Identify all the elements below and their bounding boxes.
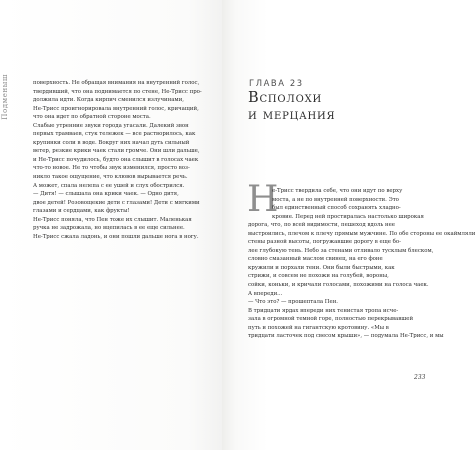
text-line: должила идти. Когда кирпич сменился излучинами, [33, 97, 184, 104]
text-line: был единственный способ сохранять хладно- [272, 205, 401, 212]
chapter-title-line: Всполохи [248, 90, 323, 106]
text-line: словно смазанный маслом свинец, на его фоне [248, 256, 383, 263]
chapter-number: ГЛАВА 23 [249, 78, 304, 88]
text-line: ветер, резкие крики чаек стали громче. Они шли дальше, [33, 148, 200, 155]
chapter-title-line: и мерцания [248, 107, 336, 123]
text-line: ручка не задрожала, но вцепилась в ее еще сильнее. [33, 225, 185, 232]
text-line: стрижи, и совсем не похожи на голубей, вороны, [248, 273, 389, 280]
text-line: Не-Трисс поняла, что Пен тоже их слышит. Маленькая [33, 216, 192, 223]
text-line: путь и похожей на гигантскую кротовину. «Мы в [248, 324, 389, 331]
text-line: глазами и сердцами, как фрукты! [33, 208, 130, 215]
text-line: лее глубокую тень. Небо за стенами отливало тусклым блеском, [248, 247, 434, 254]
left-page [0, 0, 222, 450]
text-line: кружили и порхали тени. Они были быстрыми, как [248, 264, 395, 271]
text-line: В тридцати ярдах впереди них тенистая тропа исче- [248, 307, 399, 314]
text-line: и Не-Трисс почудилось, будто она слышит в голосах чаек [33, 156, 199, 163]
text-line: никло такое ощущение, что клювов вырывается речь. [33, 174, 188, 181]
text-line: — Что это? — прошептала Пен. [248, 299, 338, 306]
text-line: Слабые утренние звуки города угасали. Далекий звон [33, 122, 189, 129]
text-line: первых трамваев, стук тележек — все растворилось, как [33, 131, 196, 138]
text-line: крупинки соли в воде. Вокруг них начал дуть сильный [33, 139, 190, 146]
text-line: твердивший, что она поднимается по стене, Не-Трисс про- [33, 88, 202, 95]
text-line: что-то новое. Не то чтобы звук изменился, просто воз- [33, 165, 190, 172]
text-line: моста, а не по внутренней поверхности. Это [272, 196, 399, 203]
right-page-text [248, 187, 475, 341]
text-line: двое детей! Розовощекие дети с глазами! Дети с мягкими [33, 199, 200, 206]
running-head: Подменыш [1, 74, 9, 120]
text-line: зала в огромной темной горе, полностью перекрывавшей [248, 316, 414, 323]
text-line: Не-Трисс сжала ладонь, и они пошли дальше нога в ногу. [33, 233, 199, 240]
text-line: что она идет по обратной стороне моста. [33, 114, 151, 121]
text-line: — Дитя! — слышала она крики чаек. — Одно дитя, [33, 191, 179, 198]
left-page-text [33, 79, 216, 241]
text-line: дорога, что, по всей видимости, пешеход вдоль нее [248, 222, 395, 229]
text-line: сойки, коньки, и кричали голосами, похожими на голоса чаек. [248, 282, 429, 289]
chapter-title [248, 90, 335, 124]
text-line: стены разной высоты, погружавшие дорогу в еще бо- [248, 239, 401, 246]
text-line: е-Трисс твердила себе, что они идут по верху [272, 188, 403, 194]
text-line: А может, спала нелепа с ее ушей и слух обострился. [33, 182, 185, 189]
text-line: тридцати ласточек под свесом крыши», — подумала Не-Трисс, и мы [248, 333, 444, 340]
text-line: Не-Трисс проигнорировала внутренний голос, кричащий, [33, 105, 199, 112]
page-number: 233 [414, 374, 426, 381]
drop-cap: Н [247, 179, 279, 220]
text-line: выстроились, плечом к плечу прямым мужчине. По обе стороны ее окаймляли [248, 230, 475, 237]
text-line: А впереди... [248, 290, 283, 297]
text-line: поверхность. Не обращая внимания на внутренний голос, [33, 80, 200, 86]
text-line: кровие. Перед ней простиралась настолько широкая [272, 213, 424, 220]
